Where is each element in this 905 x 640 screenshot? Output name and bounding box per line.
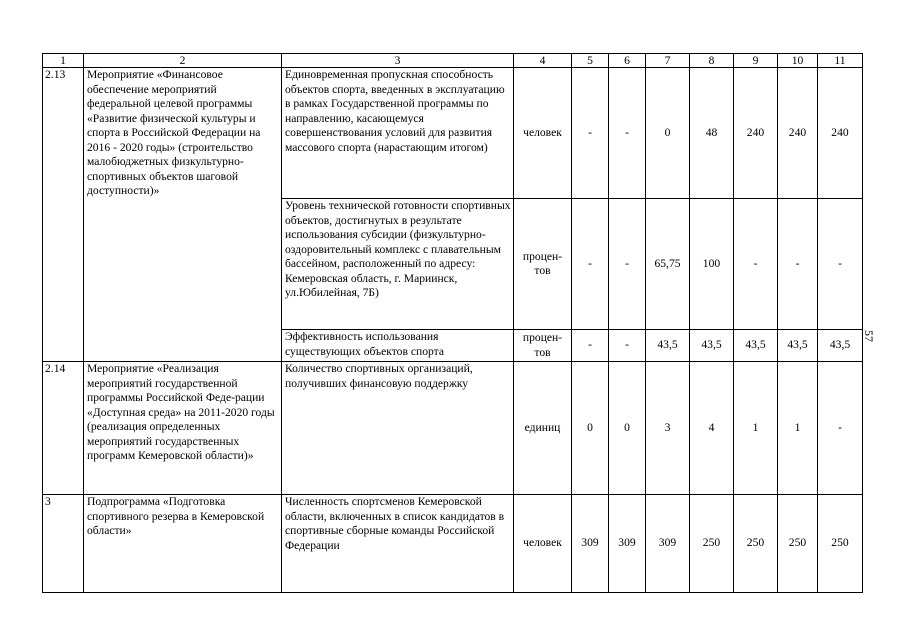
header-cell: 3 bbox=[282, 54, 514, 68]
value-cell: - bbox=[572, 199, 609, 330]
header-row bbox=[43, 54, 863, 68]
value-cell: 250 bbox=[818, 495, 863, 593]
value-cell: 100 bbox=[690, 199, 734, 330]
row-name: Мероприятие «Финансовое обеспечение мероприятий федеральной целевой программы «Развитие физической культуры и спорта в Российской Федерации на 2016 - 2020 годы» (строительство малобюджетных физкультурно-спортивных объектов шаговой доступности)» bbox=[84, 68, 282, 362]
value-cell: - bbox=[778, 199, 818, 330]
value-cell: 1 bbox=[734, 362, 778, 495]
indicator-text: Численность спортсменов Кемеровской области, включенных в список кандидатов в спортивные сборные команды Российской Федерации bbox=[282, 495, 514, 593]
value-cell: - bbox=[734, 199, 778, 330]
indicator-text: Эффективность использования существующих объектов спорта bbox=[282, 330, 514, 362]
value-cell: - bbox=[609, 330, 646, 362]
indicator-text: Количество спортивных организаций, получивших финансовую поддержку bbox=[282, 362, 514, 495]
value-cell: 48 bbox=[690, 68, 734, 199]
value-cell: 43,5 bbox=[818, 330, 863, 362]
indicator-unit: единиц bbox=[514, 362, 572, 495]
value-cell: - bbox=[609, 199, 646, 330]
value-cell: 250 bbox=[690, 495, 734, 593]
value-cell: 43,5 bbox=[646, 330, 690, 362]
value-cell: - bbox=[572, 68, 609, 199]
indicator-unit: процен-тов bbox=[514, 330, 572, 362]
indicator-unit: человек bbox=[514, 495, 572, 593]
row-id: 3 bbox=[43, 495, 84, 593]
value-cell: 43,5 bbox=[778, 330, 818, 362]
table-row bbox=[43, 68, 863, 199]
value-cell: 240 bbox=[778, 68, 818, 199]
row-name: Подпрограмма «Подготовка спортивного резерва в Кемеровской области» bbox=[84, 495, 282, 593]
value-cell: 240 bbox=[818, 68, 863, 199]
header-cell: 6 bbox=[609, 54, 646, 68]
value-cell: 0 bbox=[572, 362, 609, 495]
row-id: 2.13 bbox=[43, 68, 84, 362]
value-cell: 0 bbox=[609, 362, 646, 495]
value-cell: 65,75 bbox=[646, 199, 690, 330]
value-cell: 250 bbox=[734, 495, 778, 593]
value-cell: 309 bbox=[572, 495, 609, 593]
header-cell: 4 bbox=[514, 54, 572, 68]
header-cell: 7 bbox=[646, 54, 690, 68]
value-cell: - bbox=[572, 330, 609, 362]
row-id: 2.14 bbox=[43, 362, 84, 495]
page-number: 57 bbox=[862, 330, 876, 342]
value-cell: - bbox=[818, 362, 863, 495]
header-cell: 10 bbox=[778, 54, 818, 68]
table-row bbox=[43, 362, 863, 495]
value-cell: 3 bbox=[646, 362, 690, 495]
value-cell: 0 bbox=[646, 68, 690, 199]
indicator-unit: человек bbox=[514, 68, 572, 199]
value-cell: - bbox=[609, 68, 646, 199]
indicator-text: Уровень технической готовности спортивных объектов, достигнутых в результате использования субсидии (физкультурно-оздоровительный комплекс с плавательным бассейном, расположенный по адресу: Кемеровская область, г. Мариинск, ул.Юбилейная, 7Б) bbox=[282, 199, 514, 330]
indicators-table bbox=[42, 53, 863, 593]
value-cell: 4 bbox=[690, 362, 734, 495]
header-cell: 9 bbox=[734, 54, 778, 68]
indicator-text: Единовременная пропускная способность объектов спорта, введенных в эксплуатацию в рамках Государственной программы по направлению, касающемуся совершенствования условий для развития массового спорта (нарастающим итогом) bbox=[282, 68, 514, 199]
indicator-unit: процен-тов bbox=[514, 199, 572, 330]
header-cell: 2 bbox=[84, 54, 282, 68]
value-cell: 43,5 bbox=[734, 330, 778, 362]
value-cell: 1 bbox=[778, 362, 818, 495]
value-cell: 309 bbox=[646, 495, 690, 593]
value-cell: 250 bbox=[778, 495, 818, 593]
header-cell: 11 bbox=[818, 54, 863, 68]
row-name: Мероприятие «Реализация мероприятий государственной программы Российской Феде-рации «Доступная среда» на 2011-2020 годы (реализация определенных мероприятий государственных программ Кемеровской области)» bbox=[84, 362, 282, 495]
table-row bbox=[43, 495, 863, 593]
value-cell: - bbox=[818, 199, 863, 330]
header-cell: 8 bbox=[690, 54, 734, 68]
value-cell: 309 bbox=[609, 495, 646, 593]
value-cell: 43,5 bbox=[690, 330, 734, 362]
value-cell: 240 bbox=[734, 68, 778, 199]
header-cell: 1 bbox=[43, 54, 84, 68]
header-cell: 5 bbox=[572, 54, 609, 68]
